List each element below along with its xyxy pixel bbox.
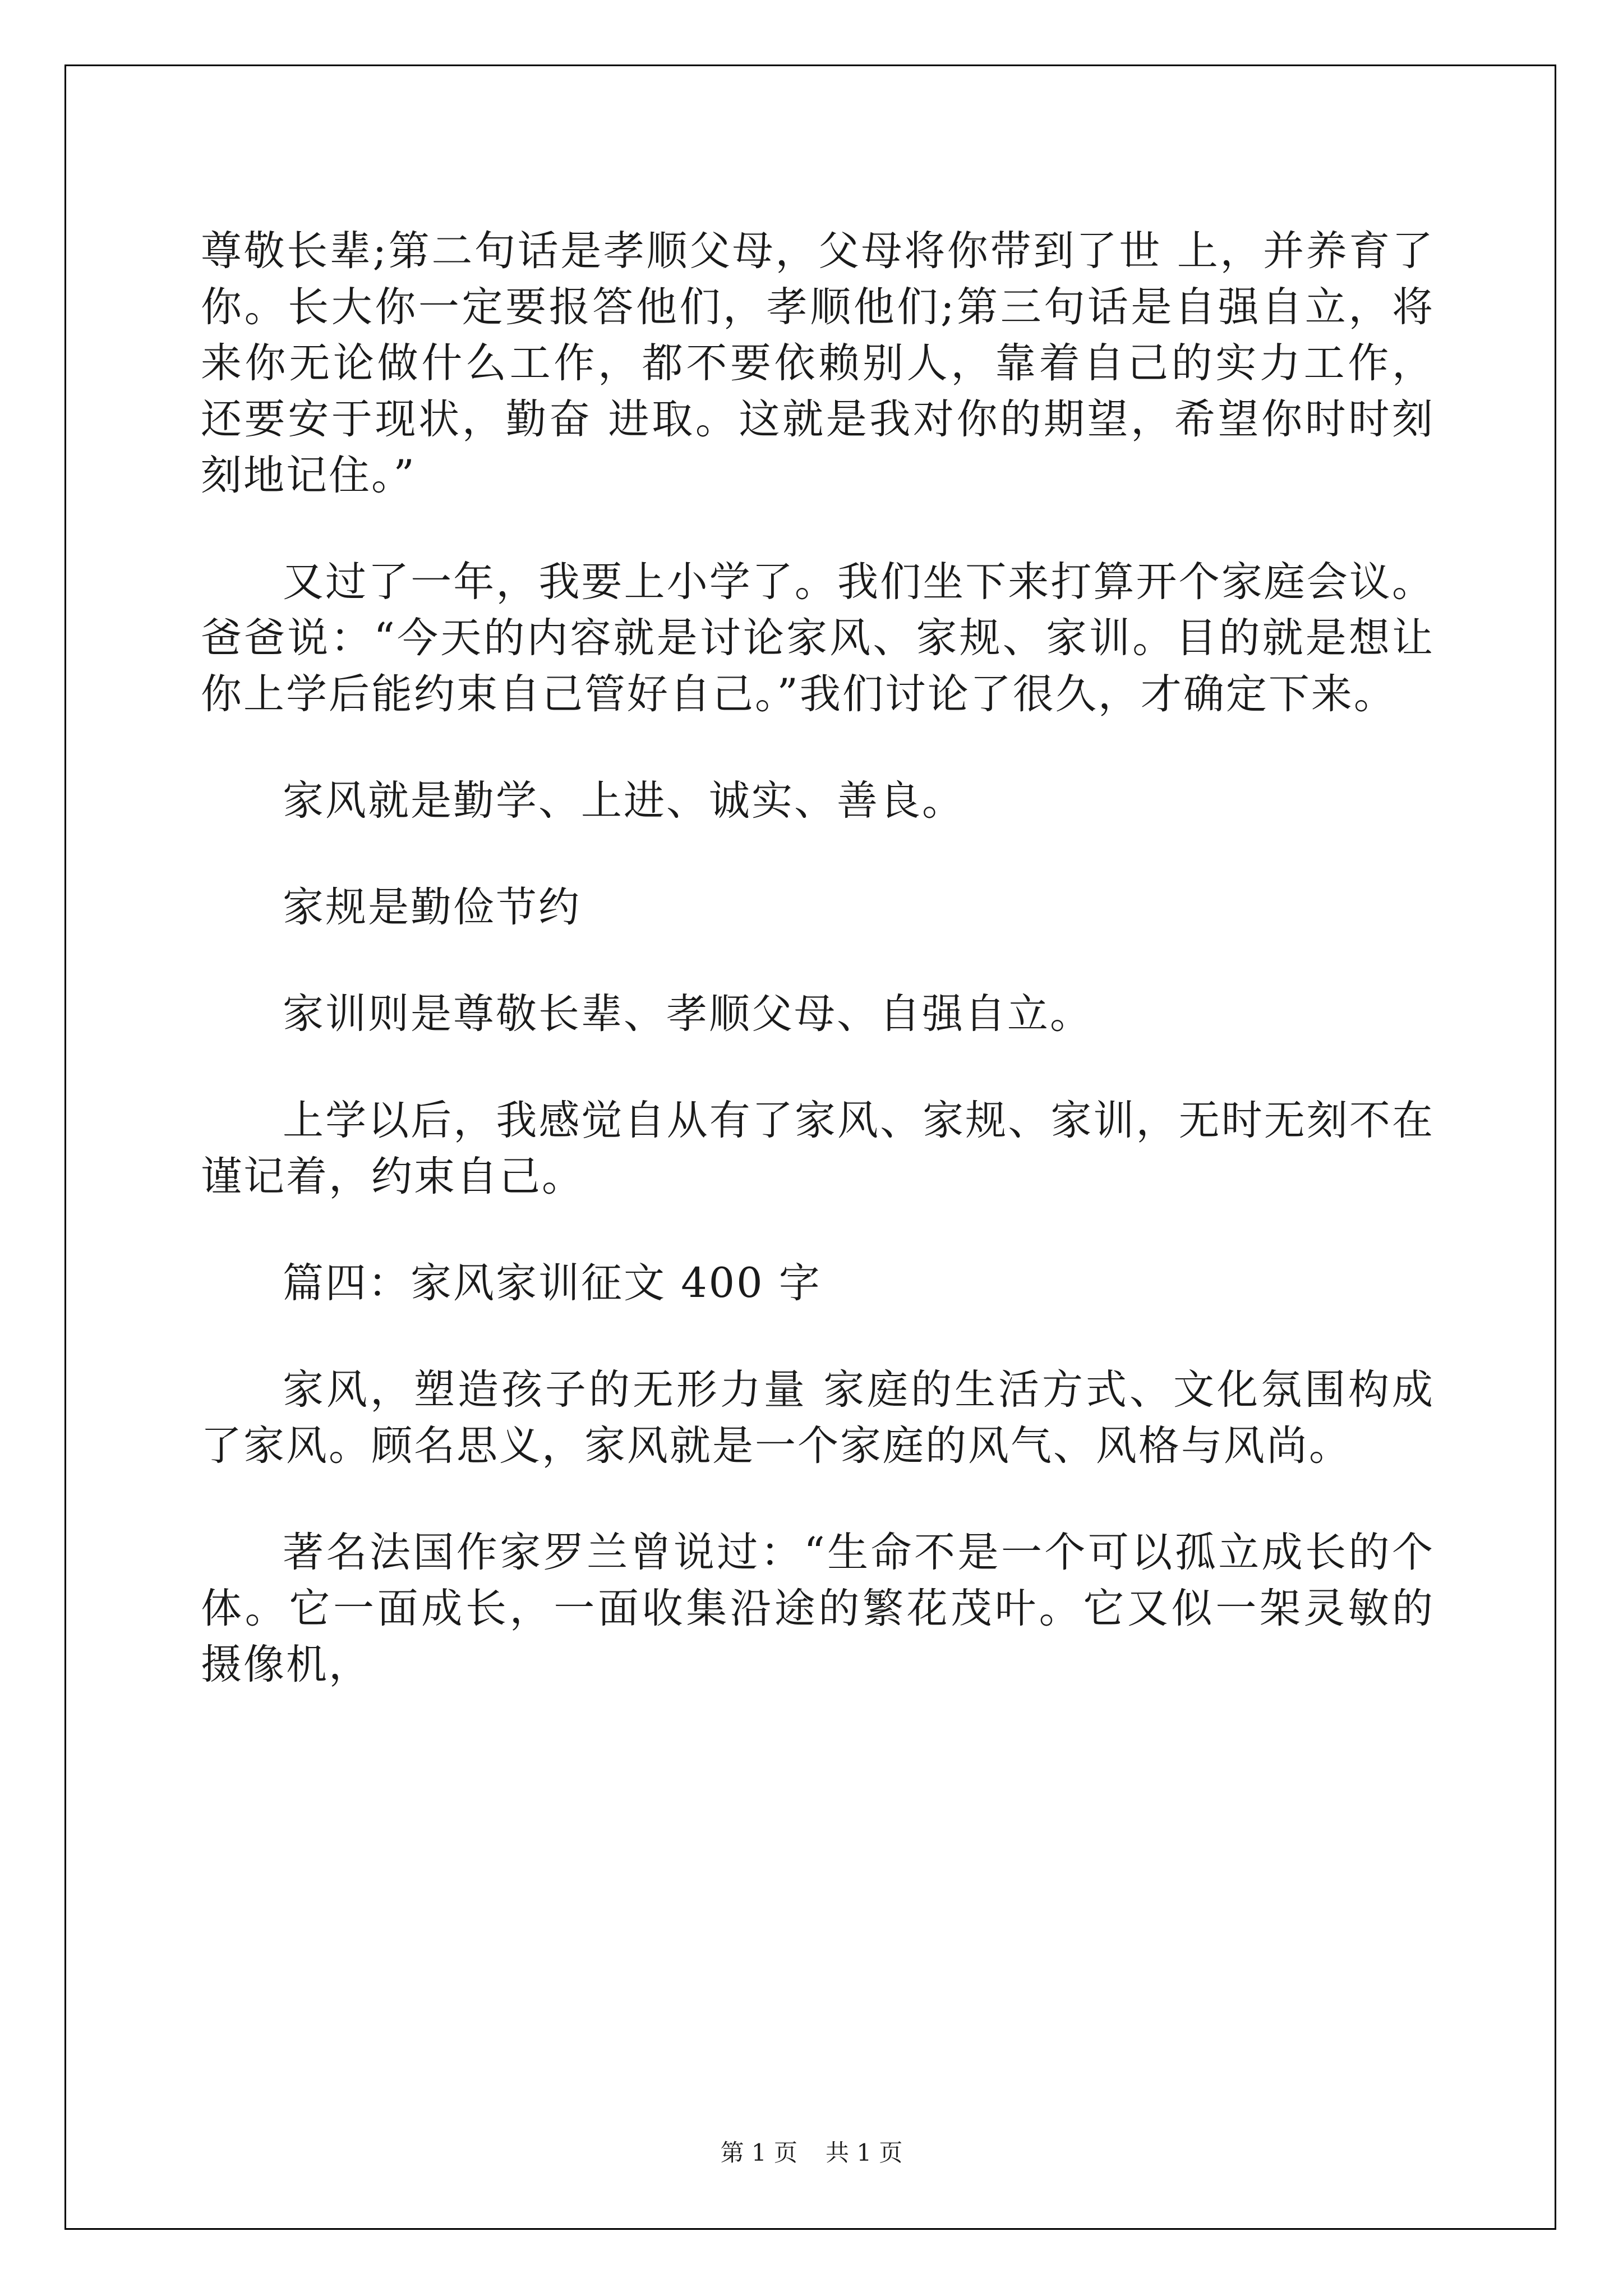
paragraph-3: 家风就是勤学、上进、诚实、善良。	[283, 777, 965, 825]
page-total: 共 1 页	[826, 2139, 903, 2166]
document-body	[201, 223, 1435, 1743]
section-heading: 篇四：家风家训征文 400 字	[283, 1259, 822, 1307]
page-number: 第 1 页	[720, 2139, 797, 2166]
paragraph-7: 家风，塑造孩子的无形力量 家庭的生活方式、文化氛围构成了家风。顾名思义，家风就是一个家庭的风气、风格与风尚。	[201, 1366, 1435, 1470]
paragraph-4: 家规是勤俭节约	[283, 884, 581, 931]
paragraph-6: 上学以后，我感觉自从有了家风、家规、家训，无时无刻不在谨记着，约束自己。	[201, 1097, 1435, 1200]
paragraph-5: 家训则是尊敬长辈、孝顺父母、自强自立。	[283, 990, 1092, 1038]
paragraph-1: 尊敬长辈;第二句话是孝顺父母，父母将你带到了世 上，并养育了你。长大你一定要报答他们，孝顺他们;第三句话是自强自立，将来你无论做什么工作，都不要依赖别人，靠着自己的实力工作，还要安于现状，勤奋 进取。这就是我对你的期望，希望你时时刻刻地记住。”	[201, 227, 1435, 499]
paragraph-2: 又过了一年，我要上小学了。我们坐下来打算开个家庭会议。爸爸说：“今天的内容就是讨论家风、家规、家训。目的就是想让你上学后能约束自己管好自己。”我们讨论了很久，才确定下来。	[201, 558, 1435, 718]
paragraph-8: 著名法国作家罗兰曾说过：“生命不是一个可以孤立成长的个体。它一面成长，一面收集沿途的繁花茂叶。它又似一架灵敏的摄像机，	[201, 1529, 1435, 1688]
page-footer	[0, 2134, 1623, 2168]
